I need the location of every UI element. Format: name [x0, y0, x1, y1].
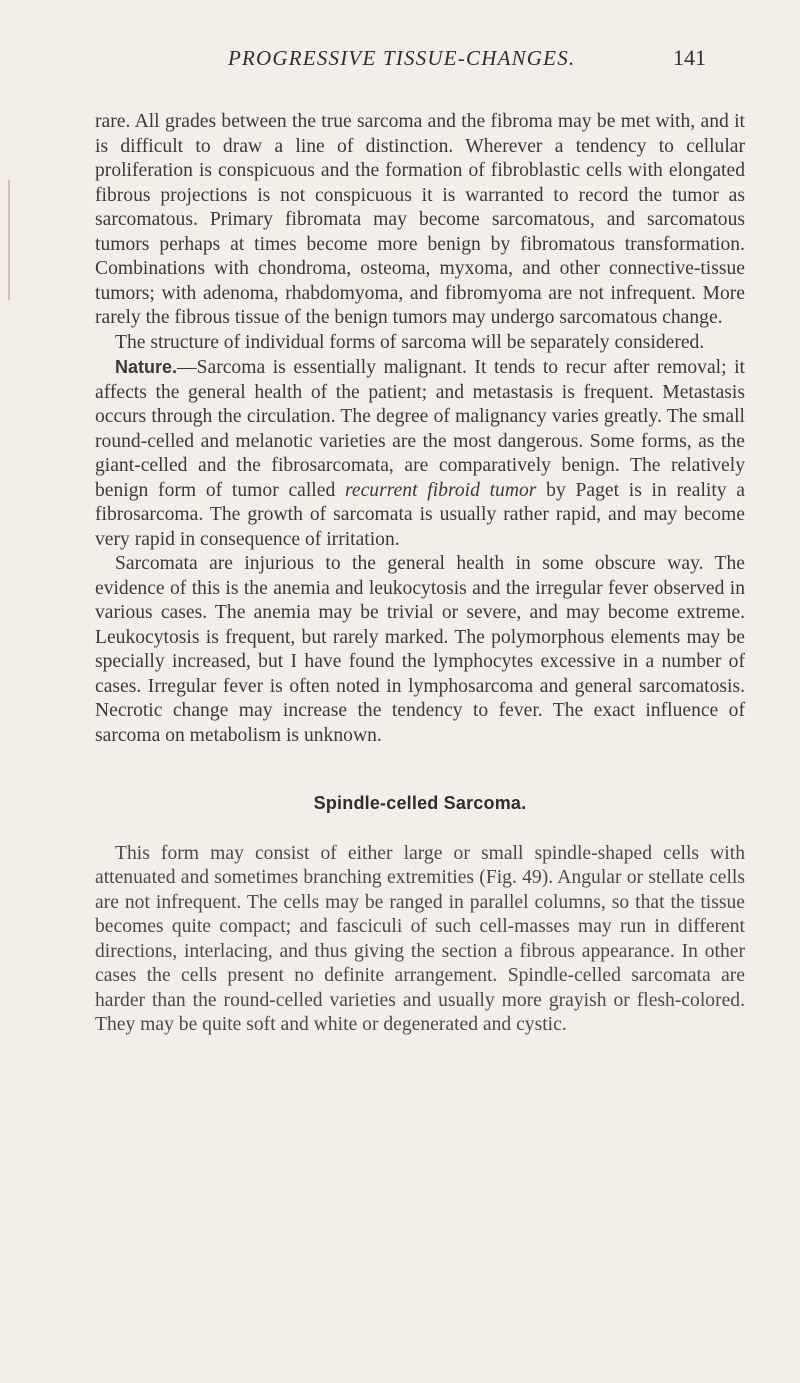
nature-text-b: by Paget is in reality a fibrosarcoma. The growth of sarcomata is usually rather rapid, and may become very rapid in consequence of irritation.	[95, 479, 746, 550]
nature-italic-term: recurrent fibroid tumor	[344, 479, 537, 501]
paragraph-general-health: Sarcomata are injurious to the general health in some obscure way. The evidence of this is the anemia and leukocytosis and the irregular fever observed in various cases. The anemia may be trivial or severe, and may become extreme. Leukocytosis is frequent, but rarely marked. The polymorphous elements may be specially increased, but I have found the lymphocytes excessive in a number of cases. Irregular fever is often noted in lymphosarcoma and general sarcomatosis. Necrotic change may increase the tendency to fever. The exact influence of sarcoma on metabolism is unknown.	[95, 553, 745, 746]
paragraph-sarcoma-fibroma: rare. All grades between the true sarcoma and the fibroma may be met with, and it is difficult to draw a line of distinction. Wherever a tendency to cellular proliferation is conspicuous and the formation of fibroblastic cells with elongated fibrous projections is not conspicuous it is warranted to record the tumor as sarcomatous. Primary fibromata may become sarcomatous, and sarcomatous tumors perhaps at times become more benign by fibromatous transformation. Combinations with chondroma, osteoma, myxoma, and other connective-tissue tumors; with adenoma, rhabdomyoma, and fibromyoma are not infrequent. More rarely the fibrous tissue of the benign tumors may undergo sarcomatous change.	[95, 111, 745, 328]
nature-run-in-heading: Nature.	[115, 357, 178, 377]
nature-text-a: —Sarcoma is essentially malignant. It tends to recur after removal; it affects the general health of the patient; and metastasis is frequent. Metastasis occurs through the circulation. The degree of malignancy varies greatly. The small round-celled and melanotic varieties are the most dangerous. Some forms, as the giant-celled and the fibrosarcomata, are comparatively benign. The relatively benign form of tumor called	[95, 357, 745, 501]
running-head	[0, 42, 800, 82]
section-heading-spindle-celled: Spindle-celled Sarcoma.	[313, 793, 527, 813]
page-edge-shadow	[8, 180, 10, 300]
paragraph-nature	[95, 355, 745, 552]
paragraph-spindle-celled: This form may consist of either large or small spindle-shaped cells with attenuated and sometimes branching extremities (Fig. 49). Angular or stellate cells are not infrequent. The cells may be ranged in parallel columns, so that the tissue becomes quite compact; and fasciculi of such cell-masses may run in different directions, interlacing, and thus giving the section a fibrous appearance. In other cases the cells present no definite arrangement. Spindle-celled sarcomata are harder than the round-celled varieties and usually more grayish or flesh-colored. They may be quite soft and white or degenerated and cystic.	[95, 842, 745, 1035]
page-number: 141	[673, 45, 706, 70]
body-text	[95, 110, 745, 1038]
paragraph-structure: The structure of individual forms of sarcoma will be separately considered.	[115, 331, 705, 353]
running-title: PROGRESSIVE TISSUE-CHANGES.	[228, 46, 576, 70]
